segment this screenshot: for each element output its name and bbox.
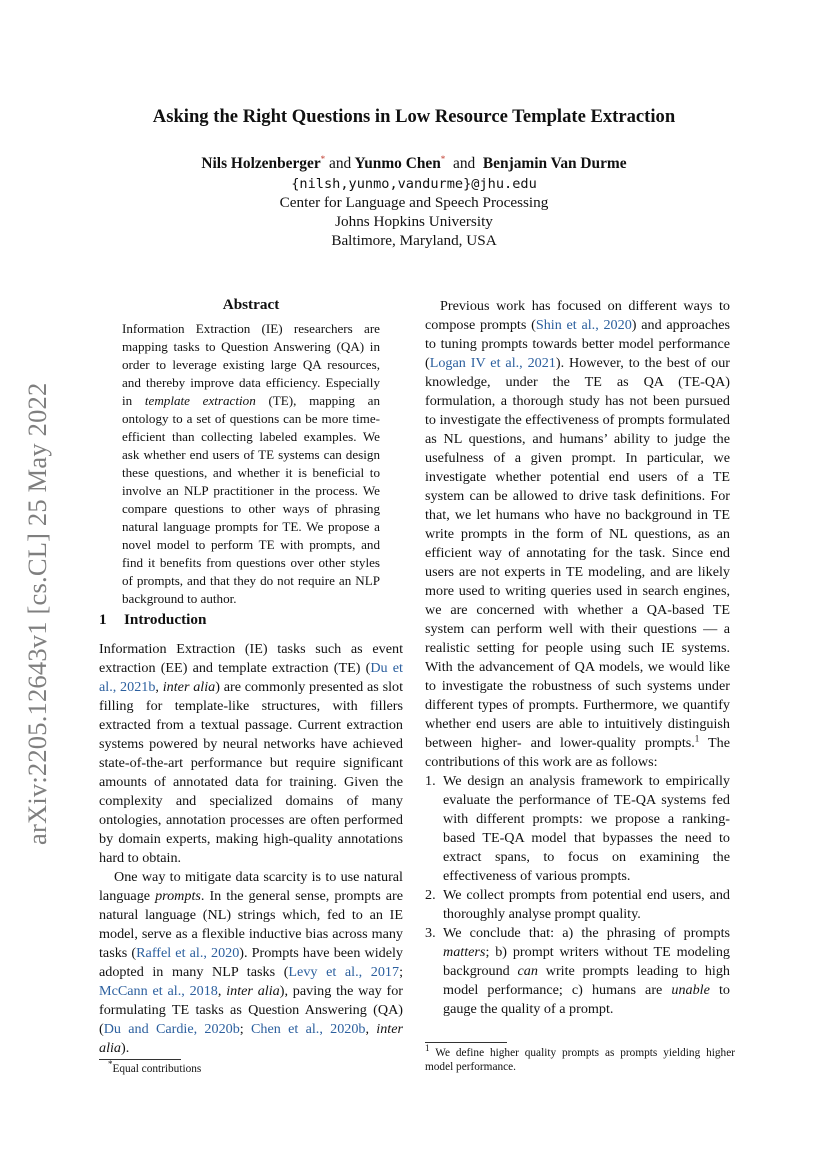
author-name: Yunmo Chen [354,155,441,173]
emphasis: matters [443,944,486,960]
citation-link[interactable]: Du and Cardie, 2020b [103,1021,240,1037]
citation-link[interactable]: Levy et al., 2017 [288,964,400,980]
list-number: 1. [425,773,436,789]
list-item: 1. We design an analysis framework to empirically evaluate the performance of TE-QA systems fed with different prompts: we propose a ranking-based TE-QA model that bypasses the need to extract spans, to focus on examining the effectiveness of various prompts. [425,773,730,884]
paragraph: Information Extraction (IE) tasks such as event extraction (EE) and template extraction (TE) (Du et al., 2021b, inter alia) are commonly presented as slot filling for template-like structures, with fillers extracted from a textual passage. Current extraction systems powered by neural networks have achieved state-of-the-art performance but require significant amounts of annotated data for training. Given the complexity and specialized domains of many ontologies, annotation processes are often performed by domain experts, making high-quality annotations hard to obtain. [99,641,404,866]
affiliation-line: Johns Hopkins University [335,213,493,230]
section-number: 1 [99,611,107,628]
emphasis: inter alia [162,679,216,695]
list-item: 3. We conclude that: a) the phrasing of prompts matters; b) prompt writers without TE modeling background can write prompts leading to high model performance; c) humans are unable to gauge the quality of a prompt. [425,925,730,1017]
citation-link[interactable]: Chen et al., 2020b [251,1021,366,1037]
affiliation-line: Center for Language and Speech Processing [279,194,549,211]
citation-link[interactable]: Shin et al., 2020 [535,317,632,333]
citation-link[interactable]: Du et al., 2021b [99,660,403,695]
citation-link[interactable]: Raffel et al., 2020 [136,945,240,961]
footnote-mark: 1 [425,1043,430,1054]
section-title: Introduction [124,611,207,628]
emphasis: unable [671,982,710,998]
right-column [425,297,730,1019]
footnote-mark: * [108,1059,113,1070]
citation-link[interactable]: Logan IV et al., 2021 [429,355,556,371]
footnote-1: $^1$ We define higher quality prompts as prompts yielding higher model performance. [425,1043,735,1073]
author-separator: and [329,155,352,173]
arxiv-stamp: arXiv:2205.12643v1 [cs.CL] 25 May 2022 [22,382,52,845]
citation-link[interactable]: McCann et al., 2018 [99,983,218,999]
author-separator: and [452,155,476,173]
abstract-heading: Abstract [222,296,280,313]
author-email: {nilsh,yunmo,vandurme}@jhu.edu [291,176,537,192]
abstract-body: Information Extraction (IE) researchers are mapping tasks to Question Answering (QA) in order to leverage existing large QA resources, and thereby improve data efficiency. Especially in template extraction (TE), mapping an ontology to a set of questions can be more time-efficient than collecting labeled examples. We ask whether end users of TE systems can design these questions, and whether it is beneficial to involve an NLP practitioner in the process. We compare questions to other ways of phrasing natural language prompts for TE. We propose a novel model to perform TE with prompts, and find it benefits from questions over other styles of prompts, and that they do not require an NLP background to author. [122,321,380,606]
paragraph: One way to mitigate data scarcity is to use natural language prompts. In the general sense, prompts are natural language (NL) strings which, fed to an IE model, serve as a flexible inductive bias across many tasks (Raffel et al., 2020). Prompts have been widely adopted in many NLP tasks (Levy et al., 2017; McCann et al., 2018, inter alia), paving the way for formulating TE tasks as Question Answering (QA) (Du and Cardie, 2020b; Chen et al., 2020b, inter alia). [99,869,404,1056]
author-name: Nils Holzenberger [201,155,321,173]
contribution-list [425,772,730,1019]
affiliation-line: Baltimore, Maryland, USA [331,232,497,249]
intro-left-column [99,640,403,1058]
paper-title: Asking the Right Questions in Low Resource Template Extraction [152,106,676,127]
list-item: 2. We collect prompts from potential end users, and thoroughly analyse prompt quality. [425,887,730,922]
footnote-equal-contrib: *Equal contributions [108,1059,202,1075]
emphasis: inter alia [99,1021,404,1056]
footnote-rule [425,1042,507,1043]
paragraph: Previous work has focused on different ways to compose prompts (Shin et al., 2020) and approaches to tuning prompts towards better model performance (Logan IV et al., 2021). However, to the best of our knowledge, under the TE as QA (TE-QA) formulation, a thorough study has not been pursued to investigate the effectiveness of prompts formulated as NL questions, and humans’ ability to judge the usefulness of a given prompt. In particular, we investigate whether potential end users of a TE system can be allowed to drive task definitions. For that, we let humans who have no background in TE write prompts in the form of NL questions, as an efficient way of annotating for the task. Since end users are not experts in TE modeling, and are likely more used to writing queries used in search engines, we are concerned with whether a QA-based TE system can perform well with their questions — a realistic setting for people using such IE systems. With the advancement of QA models, we would like to investigate the robustness of such systems under different types of prompts. Furthermore, we quantify whether end users are able to intuitively distinguish between higher- and lower-quality prompts.$^1$ The contributions of this work are as follows: [425,298,731,770]
equal-contrib-mark: * [440,154,446,164]
list-number: 2. [425,887,436,903]
list-number: 3. [425,925,436,941]
author-line [0,154,828,173]
emphasis: inter alia [226,983,280,999]
section-heading [99,611,206,629]
footnote-mark[interactable]: 1 [694,733,700,744]
author-name: Benjamin Van Durme [482,155,627,173]
emphasis: prompts [155,888,201,904]
emphasis: template extraction [144,393,256,408]
equal-contrib-mark: * [320,154,326,164]
emphasis: can [517,963,538,979]
